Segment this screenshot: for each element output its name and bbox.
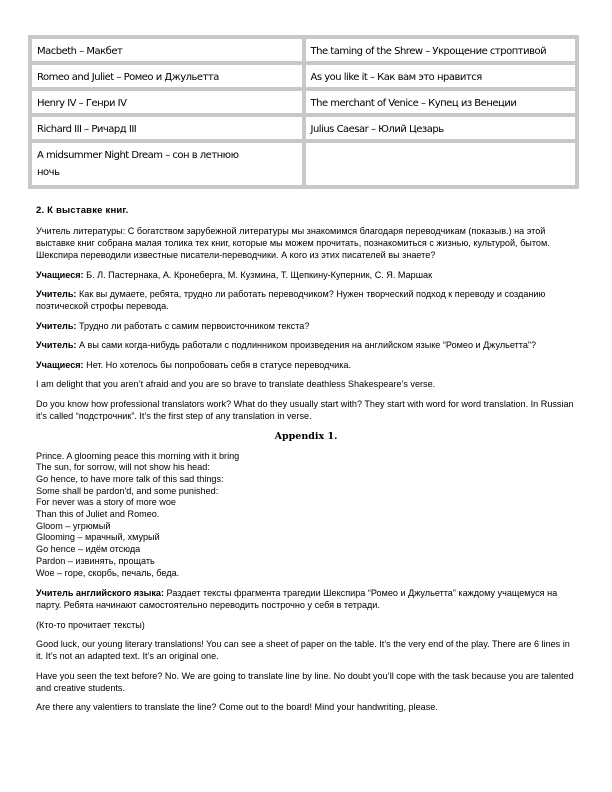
dialogue-text: Нет. Но хотелось бы попробовать себя в статусе переводчика. — [83, 359, 351, 370]
speaker-label: Учащиеся: — [36, 269, 84, 280]
appendix-title: Appendix 1. — [274, 430, 338, 442]
speaker-label: Учитель: — [36, 340, 77, 350]
poem-line: For never was a story of more woe — [36, 497, 176, 508]
table-cell-empty — [304, 141, 578, 187]
table-cell: Henry IV – Генри IV — [30, 89, 304, 115]
glossary-line: Gloom – угрюмый — [36, 520, 111, 531]
dialogue-paragraph — [36, 320, 576, 332]
paragraph: I am delight that you aren’t afraid and you are so brave to translate deathless Shakespeare’s verse. — [36, 379, 436, 389]
poem-line: The sun, for sorrow, will not show his head: — [36, 462, 210, 473]
dialogue-text: Б. Л. Пастернака, А. Кронеберга, М. Кузмина, Т. Щепкину-Куперник, С. Я. Маршак — [83, 269, 433, 280]
paragraph: Good luck, our young literary translations! You can see a sheet of paper on the table. It’s the very end of the play. There are 6 lines in it. It’s not an adapted text. It’s an original one. — [36, 639, 570, 662]
table-cell: Macbeth – Макбет — [30, 37, 304, 63]
table-cell: The merchant of Venice – Купец из Венеции — [304, 89, 578, 115]
table-row — [30, 89, 577, 115]
paragraph: (Кто-то прочитает тексты) — [36, 619, 145, 630]
dialogue-text: Как вы думаете, ребята, трудно ли работать переводчиком? Нужен творческий подход к переводу и созданию поэтической строфы перевода. — [36, 289, 546, 311]
table-cell: The taming of the Shrew – Укрощение строптивой — [304, 37, 578, 63]
dialogue-paragraph — [36, 339, 576, 351]
poem-line: Some shall be pardon'd, and some punished: — [36, 485, 219, 496]
dialogue-text: Раздает тексты фрагмента трагедии Шекспира “Ромео и Джульетта” каждому учащемуся на парту. Ребята начинают самостоятельно переводить построчно у себя в тетради. — [36, 588, 558, 611]
table-row — [30, 115, 577, 141]
table-cell — [30, 141, 304, 187]
glossary-line: Glooming – мрачный, хмурый — [36, 532, 160, 543]
cell-line: A midsummer Night Dream – сон в летнюю — [37, 150, 239, 161]
section-heading: 2. К выставке книг. — [36, 205, 129, 216]
dialogue-paragraph — [36, 359, 576, 371]
paragraph: Do you know how professional translators work? What do they usually start with? They start with word for word translation. In Russian it’s called “подстрочник”. It’s the first step of any translation in verse. — [36, 398, 574, 421]
dialogue-paragraph — [36, 288, 576, 312]
speaker-label: Учащиеся: — [36, 359, 84, 370]
poem-line: Prince. A glooming peace this morning with it bring — [36, 450, 240, 461]
plays-translation-table — [28, 35, 579, 189]
speaker-label: Учитель: — [36, 320, 77, 331]
poem-line: Go hence, to have more talk of this sad things: — [36, 473, 224, 484]
paragraph: Are there any valentiers to translate the line? Come out to the board! Mind your handwriting, please. — [36, 702, 438, 713]
dialogue-text: А вы сами когда-нибудь работали с подлинником произведения на английском языке “Ромео и Джульетта”? — [76, 340, 537, 350]
dialogue-text: Трудно ли работать с самим первоисточником текста? — [76, 320, 310, 331]
table-row — [30, 37, 577, 63]
poem-line: Than this of Juliet and Romeo. — [36, 509, 160, 520]
paragraph: Have you seen the text before? No. We are going to translate line by line. No doubt you’ll cope with the task because you are talented and creative students. — [36, 670, 574, 693]
table-cell: Julius Caesar – Юлий Цезарь — [304, 115, 578, 141]
glossary-line: Pardon – извинять, прощать — [36, 555, 155, 566]
poem-excerpt — [36, 451, 576, 580]
paragraph: Учитель литературы: С богатством зарубежной литературы мы знакомимся благодаря переводчикам (показыв.) на этой выставке книг собрана малая толика тех книг, которые мы можем прочитать, познакомиться с жизнью, культурой, бытом. Шекспира переводили известные писатели-переводчики. А кого из этих писателей вы знаете? — [36, 226, 550, 260]
table-row — [30, 141, 577, 187]
document-body — [36, 205, 576, 721]
glossary-line: Go hence – идём отсюда — [36, 544, 141, 555]
speaker-label: Учитель английского языка: — [36, 588, 165, 599]
table-cell: Richard III – Ричард III — [30, 115, 304, 141]
table-cell: Romeo and Juliet – Ромео и Джульетта — [30, 63, 304, 89]
cell-line: ночь — [37, 167, 60, 178]
glossary-line: Woe – горе, скорбь, печаль, беда. — [36, 567, 180, 578]
speaker-label: Учитель: — [36, 289, 77, 299]
dialogue-paragraph — [36, 587, 576, 611]
table-cell: As you like it – Как вам это нравится — [304, 63, 578, 89]
table-row — [30, 63, 577, 89]
dialogue-paragraph — [36, 269, 576, 281]
